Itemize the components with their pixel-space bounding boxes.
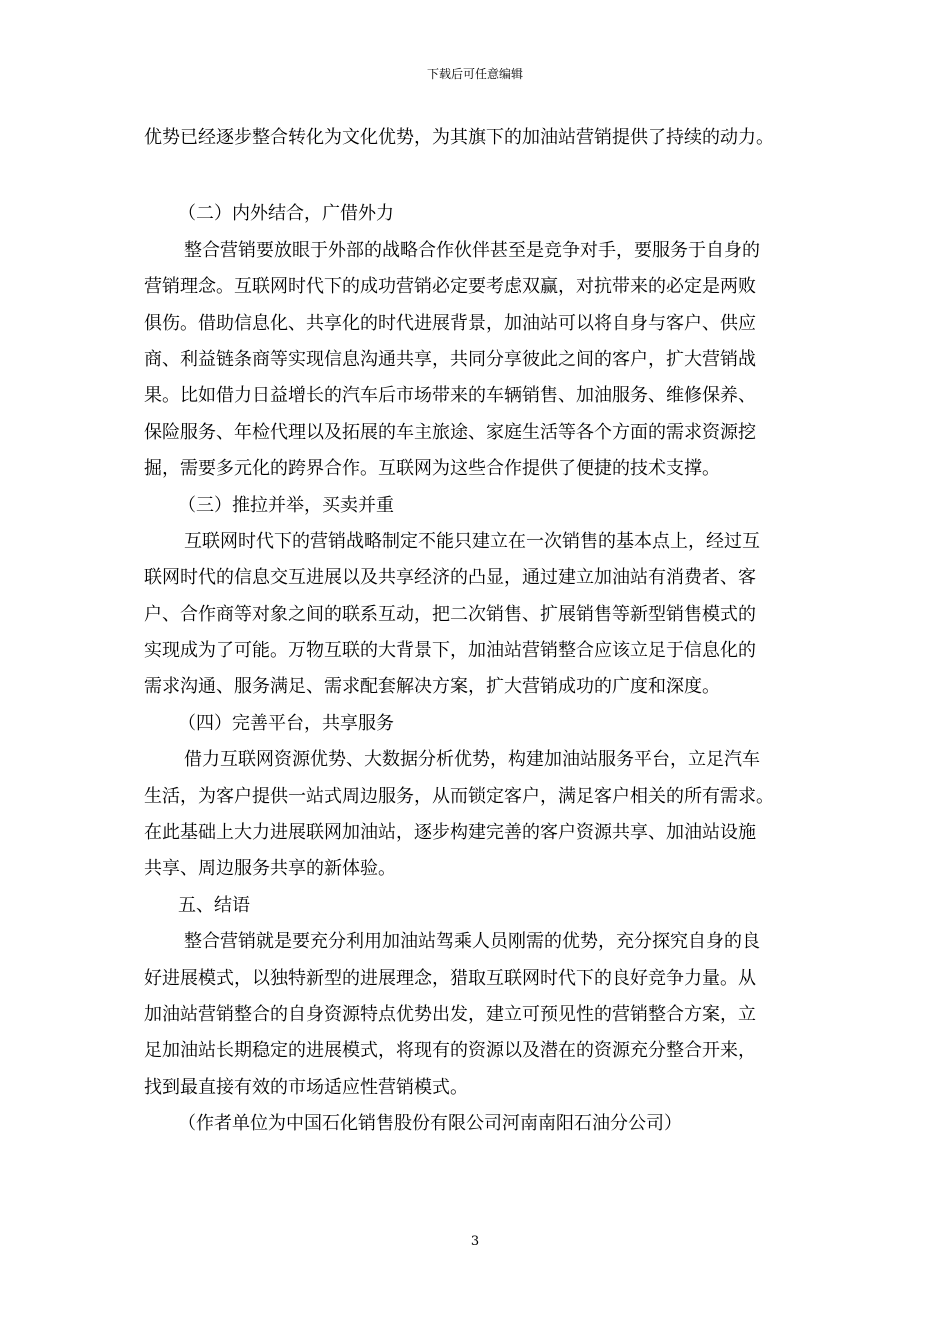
paragraph-line: 掘，需要多元化的跨界合作。互联网为这些合作提供了便捷的技术支撑。 <box>144 458 720 480</box>
paragraph-line: 足加油站长期稳定的进展模式，将现有的资源以及潜在的资源充分整合开来， <box>144 1040 756 1062</box>
paragraph-line: 保险服务、年检代理以及拓展的车主旅途、家庭生活等各个方面的需求资源挖 <box>144 421 756 443</box>
paragraph-line: 营销理念。互联网时代下的成功营销必定要考虑双赢，对抗带来的必定是两败 <box>144 276 756 298</box>
page-number: 3 <box>470 1234 480 1249</box>
paragraph-line: 商、利益链条商等实现信息沟通共享，共同分享彼此之间的客户，扩大营销战 <box>144 348 756 370</box>
paragraph-line: 优势已经逐步整合转化为文化优势，为其旗下的加油站营销提供了持续的动力。 <box>144 127 774 148</box>
paragraph-line: 俱伤。借助信息化、共享化的时代进展背景，加油站可以将自身与客户、供应 <box>144 312 756 334</box>
section-heading-5: 五、结语 <box>178 894 250 916</box>
paragraph-line: 需求沟通、服务满足、需求配套解决方案，扩大营销成功的广度和深度。 <box>144 676 720 698</box>
paragraph-line: 实现成为了可能。万物互联的大背景下，加油站营销整合应该立足于信息化的 <box>144 640 756 662</box>
paragraph-line: 联网时代的信息交互进展以及共享经济的凸显，通过建立加油站有消费者、客 <box>144 567 756 589</box>
section-heading-3: （三）推拉并举，买卖并重 <box>178 494 394 516</box>
section-heading-4: （四）完善平台，共享服务 <box>178 712 394 734</box>
paragraph-line: 借力互联网资源优势、大数据分析优势，构建加油站服务平台，立足汽车 <box>184 749 760 771</box>
paragraph-line: 找到最直接有效的市场适应性营销模式。 <box>144 1076 468 1098</box>
author-affiliation-note: （作者单位为中国石化销售股份有限公司河南南阳石油分公司） <box>178 1113 682 1135</box>
section-heading-2: （二）内外结合，广借外力 <box>178 203 394 225</box>
paragraph-line: 果。比如借力日益增长的汽车后市场带来的车辆销售、加油服务、维修保养、 <box>144 385 756 407</box>
paragraph-line: 在此基础上大力进展联网加油站，逐步构建完善的客户资源共享、加油站设施 <box>144 822 756 844</box>
paragraph-line: 互联网时代下的营销战略制定不能只建立在一次销售的基本点上，经过互 <box>184 530 760 552</box>
paragraph-line: 生活，为客户提供一站式周边服务，从而锁定客户，满足客户相关的所有需求。 <box>144 785 774 807</box>
page-header: 下载后可任意编辑 <box>426 67 523 81</box>
paragraph-line: 户、合作商等对象之间的联系互动，把二次销售、扩展销售等新型销售模式的 <box>144 603 756 625</box>
paragraph-line: 整合营销就是要充分利用加油站驾乘人员刚需的优势，充分探究自身的良 <box>184 931 760 953</box>
paragraph-line: 共享、周边服务共享的新体验。 <box>144 858 396 880</box>
paragraph-line: 好进展模式，以独特新型的进展理念，猎取互联网时代下的良好竞争力量。从 <box>144 967 756 989</box>
paragraph-line: 加油站营销整合的自身资源特点优势出发，建立可预见性的营销整合方案，立 <box>144 1003 756 1025</box>
paragraph-line: 整合营销要放眼于外部的战略合作伙伴甚至是竞争对手，要服务于自身的 <box>184 239 760 261</box>
document-body <box>144 120 810 1143</box>
